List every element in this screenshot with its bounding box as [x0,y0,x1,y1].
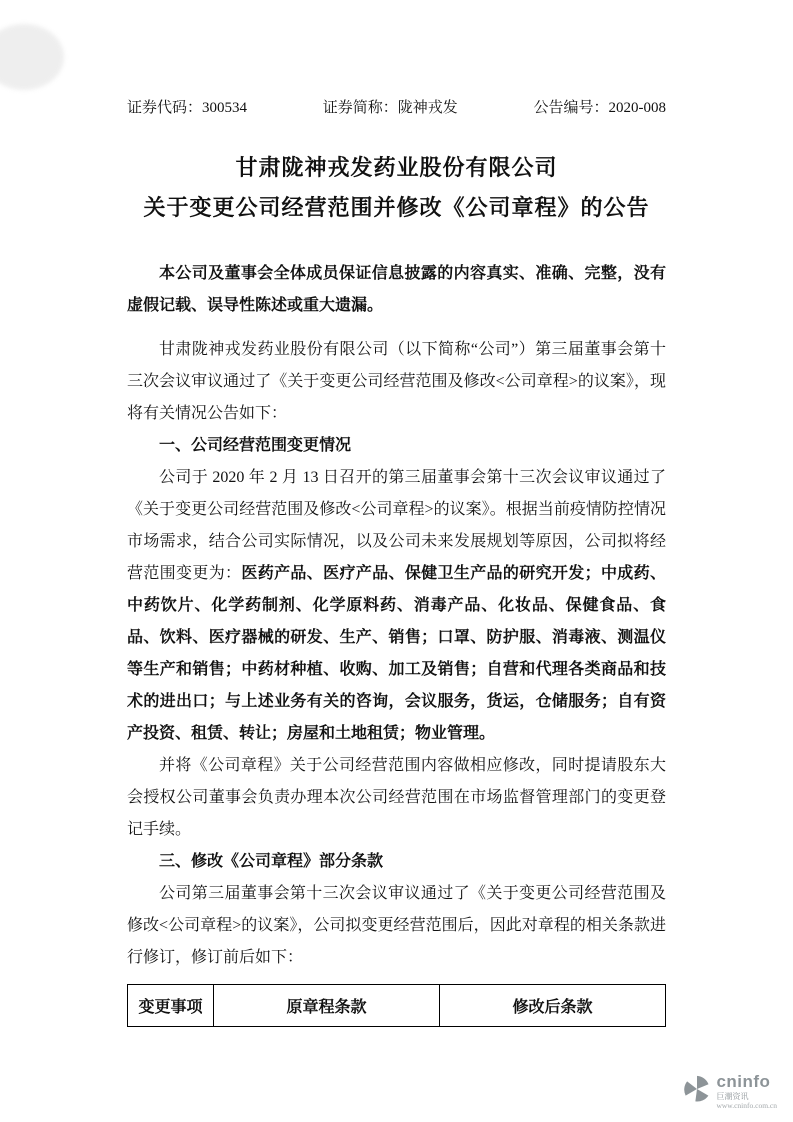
stamp-watermark [0,24,64,90]
scope-change-lead: 公司于 2020 年 2 月 13 日召开的第三届董事会第十三次会议审议通过了《关于变更公司经营范围及修改<公司章程>的议案》。根据当前疫情防控情况市场需求，结合公司实际情况，以及公司未来发展规划等原因，公司拟将经营范围变更为： [127,469,666,582]
table-header-change-item: 变更事项 [128,985,214,1027]
cninfo-chinese-name: 巨潮资讯 [716,1091,749,1101]
announcement-title: 关于变更公司经营范围并修改《公司章程》的公告 [143,195,650,220]
company-name-title: 甘肃陇神戎发药业股份有限公司 [235,155,558,180]
announcement-number: 公告编号：2020-008 [533,100,666,116]
stock-code: 证券代码：300534 [127,100,248,116]
cninfo-url-text: www.cninfo.com.cn [716,1100,777,1110]
cninfo-logo [682,1073,777,1110]
cninfo-pinwheel-icon [682,1074,712,1109]
section-3-paragraph-1: 公司第三届董事会第十三次会议审议通过了《关于变更公司经营范围及修改<公司章程>的议案》，公司拟变更经营范围后，因此对章程的相关条款进行修订，修订前后如下： [127,885,666,966]
stock-abbr: 证券简称：陇神戎发 [322,100,458,116]
new-business-scope: 医药产品、医疗产品、保健卫生产品的研究开发；中成药、中药饮片、化学药制剂、化学原料药、消毒产品、化妆品、保健食品、食品、饮料、医疗器械的研发、生产、销售；口罩、防护服、消毒液、测温仪等生产和销售；中药材种植、收购、加工及销售；自营和代理各类商品和技术的进出口；与上述业务有关的咨询，会议服务，货运，仓储服务；自有资产投资、租赁、转让；房屋和土地租赁；物业管理。 [127,565,666,742]
cninfo-brand-text: cninfo [716,1072,771,1092]
charter-amendment-table [127,984,666,1027]
table-header-revised-clause: 修改后条款 [440,985,666,1027]
document-content [127,98,666,1027]
intro-paragraph: 甘肃陇神戎发药业股份有限公司（以下简称“公司”）第三届董事会第十三次会议审议通过了《关于变更公司经营范围及修改<公司章程>的议案》，现将有关情况公告如下： [127,341,666,422]
cninfo-text-block [716,1073,777,1110]
table-header-row [128,985,666,1027]
disclaimer-paragraph: 本公司及董事会全体成员保证信息披露的内容真实、准确、完整，没有虚假记载、误导性陈述或重大遗漏。 [127,265,666,314]
securities-header [127,98,666,118]
table-header-original-clause: 原章程条款 [214,985,440,1027]
section-1-heading: 一、公司经营范围变更情况 [159,437,352,454]
section-1-paragraph-2: 并将《公司章程》关于公司经营范围内容做相应修改，同时提请股东大会授权公司董事会负责办理本次公司经营范围在市场监督管理部门的变更登记手续。 [127,757,666,838]
section-1-paragraph-1 [127,462,666,750]
document-title [127,148,666,228]
section-3-heading: 三、修改《公司章程》部分条款 [159,853,384,870]
